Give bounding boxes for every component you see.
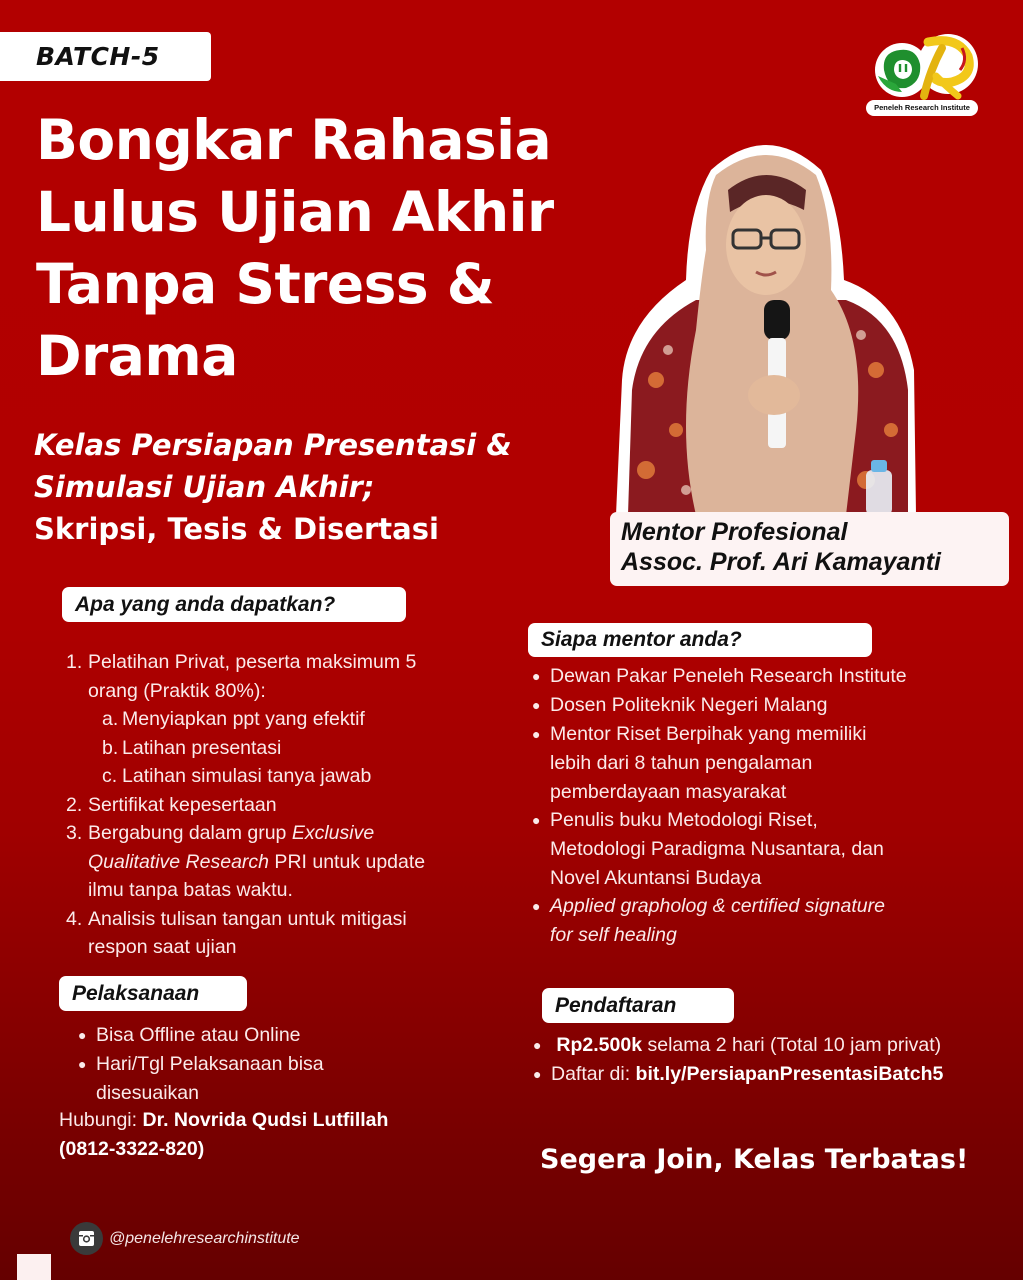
bullet-icon: ● [533, 1037, 542, 1053]
bullet-icon: ● [78, 1056, 87, 1072]
mentor-photo [616, 130, 916, 515]
benefits-list [66, 648, 496, 962]
list-item [78, 1021, 478, 1050]
price: Rp2.500k [556, 1034, 643, 1056]
list-text: Bisa Offline atau Online [96, 1024, 301, 1046]
mentor-role: Mentor Profesional [621, 518, 848, 546]
list-item [532, 691, 992, 720]
subtitle-line: Skripsi, Tesis & Disertasi [34, 512, 439, 546]
list-text: Bergabung dalam grup [88, 822, 292, 844]
list-number: 1. [66, 651, 83, 673]
page-title [36, 104, 636, 392]
contact-name: Dr. Novrida Qudsi Lutfillah [142, 1109, 389, 1131]
corner-decoration [17, 1254, 51, 1280]
list-text: Hari/Tgl Pelaksanaan bisa [96, 1053, 324, 1075]
instagram-handle: @penelehresearchinstitute [109, 1229, 300, 1247]
list-item [533, 1031, 1013, 1060]
bullet-icon: ● [532, 812, 541, 828]
list-text-italic: for self healing [550, 924, 677, 946]
pelaksanaan-heading: Pelaksanaan [59, 976, 247, 1011]
title-line: Bongkar Rahasia [36, 108, 552, 172]
instagram-icon [70, 1222, 103, 1255]
logo-caption: Peneleh Research Institute [866, 100, 978, 116]
bullet-icon: ● [532, 898, 541, 914]
batch-badge: BATCH-5 [0, 32, 211, 81]
list-text: orang (Praktik 80%): [88, 679, 266, 702]
call-to-action: Segera Join, Kelas Terbatas! [540, 1144, 969, 1175]
list-letter: a. [102, 708, 119, 730]
mentor-name: Assoc. Prof. Ari Kamayanti [621, 548, 942, 576]
benefits-heading: Apa yang anda dapatkan? [62, 587, 406, 622]
list-text: Pelatihan Privat, peserta maksimum 5 [88, 651, 417, 673]
list-text: Dosen Politeknik Negeri Malang [550, 694, 828, 716]
list-item [532, 892, 992, 921]
list-item [66, 648, 496, 677]
title-line: Lulus Ujian Akhir [36, 180, 554, 244]
list-letter: b. [102, 736, 119, 759]
list-text: respon saat ujian [88, 936, 237, 958]
list-text-italic: Exclusive [291, 822, 375, 844]
bullet-icon: ● [532, 726, 541, 742]
list-text: Analisis tulisan tangan untuk mitigasi [88, 907, 407, 930]
subtitle [34, 424, 614, 550]
peneleh-logo-icon [866, 30, 978, 104]
list-item [532, 662, 992, 691]
list-text: disesuaikan [96, 1082, 199, 1104]
list-item [532, 806, 992, 835]
list-text: Dewan Pakar Peneleh Research Institute [550, 665, 907, 687]
price-detail: selama 2 hari (Total 10 jam privat) [642, 1034, 942, 1056]
list-text: Penulis buku Metodologi Riset, [550, 809, 818, 831]
list-item [66, 819, 496, 848]
list-text: lebih dari 8 tahun pengalaman [550, 752, 813, 774]
list-item [78, 1050, 478, 1079]
pendaftaran-list [533, 1031, 1013, 1089]
list-number: 4. [66, 907, 83, 930]
list-text: Metodologi Paradigma Nusantara, dan [550, 838, 884, 860]
contact-info [59, 1106, 489, 1163]
sub-list-item [66, 762, 496, 791]
list-text: pemberdayaan masyarakat [550, 780, 787, 803]
peneleh-logo [866, 30, 978, 116]
pendaftaran-heading: Pendaftaran [542, 988, 734, 1023]
sub-list-item [66, 705, 496, 734]
pelaksanaan-list [78, 1021, 478, 1108]
bullet-icon: ● [533, 1066, 542, 1082]
list-text: Novel Akuntansi Budaya [550, 866, 762, 889]
sub-list-item [66, 734, 496, 763]
list-text-italic: Applied grapholog & certified signature [550, 895, 885, 917]
list-item [66, 905, 496, 934]
list-item [532, 720, 992, 749]
list-text: ilmu tanpa batas waktu. [88, 879, 293, 901]
bullet-icon: ● [78, 1027, 87, 1043]
subtitle-line: Kelas Persiapan Presentasi & [34, 428, 512, 462]
list-text: Latihan simulasi tanya jawab [122, 765, 372, 787]
contact-phone[interactable]: (0812-3322-820) [59, 1137, 205, 1160]
list-item [66, 791, 496, 820]
list-number: 2. [66, 793, 83, 816]
list-item [533, 1060, 1013, 1089]
contact-label: Hubungi: [59, 1109, 143, 1131]
title-line: Drama [36, 324, 238, 388]
list-text-italic: Qualitative Research [88, 850, 270, 873]
list-letter: c. [102, 765, 118, 787]
list-text: Latihan presentasi [122, 736, 282, 759]
subtitle-line: Simulasi Ujian Akhir; [34, 470, 375, 504]
list-text: Menyiapkan ppt yang efektif [122, 708, 365, 730]
list-text: Mentor Riset Berpihak yang memiliki [550, 723, 867, 745]
mentor-name-card [610, 512, 1009, 586]
title-line: Tanpa Stress & [36, 252, 495, 316]
bullet-icon: ● [532, 697, 541, 713]
register-link[interactable]: bit.ly/PersiapanPresentasiBatch5 [635, 1063, 944, 1085]
list-text: Sertifikat kepesertaan [88, 793, 277, 816]
instagram-link[interactable] [70, 1222, 300, 1255]
mentor-portrait-image [616, 130, 916, 515]
list-number: 3. [66, 822, 83, 844]
bullet-icon: ● [532, 668, 541, 684]
list-text: PRI untuk update [269, 850, 426, 873]
mentor-info-heading: Siapa mentor anda? [528, 623, 872, 657]
register-label: Daftar di: [551, 1063, 636, 1085]
mentor-info-list [532, 662, 992, 950]
